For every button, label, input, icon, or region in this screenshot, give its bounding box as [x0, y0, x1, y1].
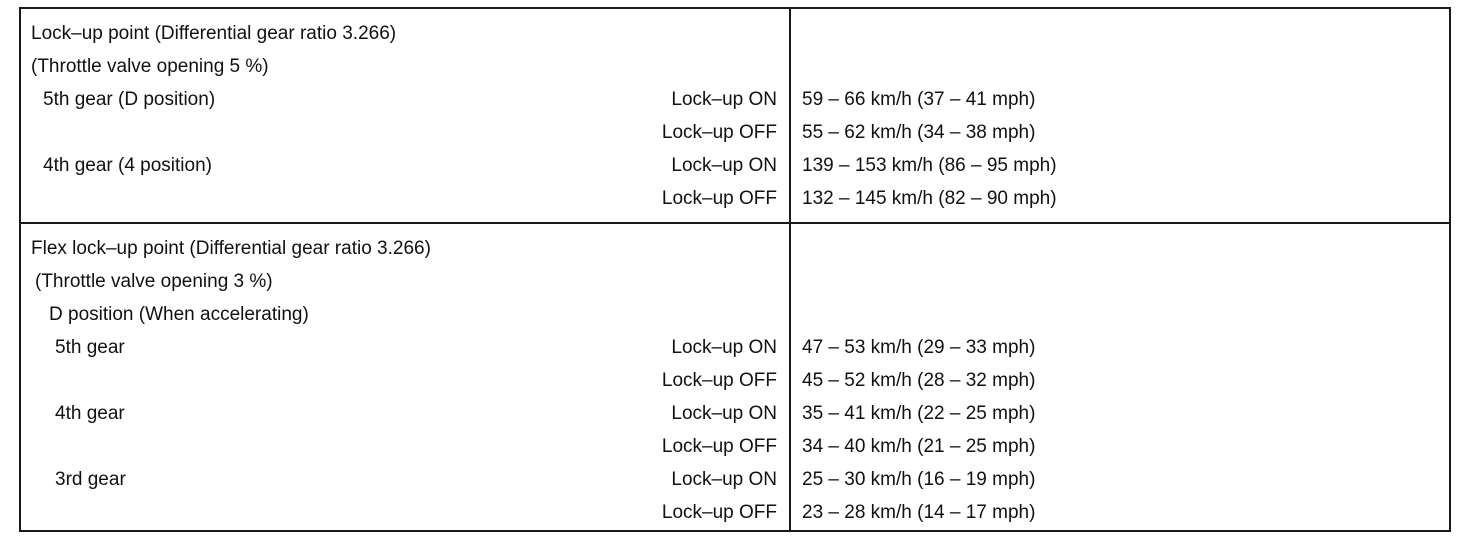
speed-value: 45 – 52 km/h (28 – 32 mph) — [802, 370, 1036, 391]
gear-label: 4th gear — [55, 403, 125, 424]
gear-label: 5th gear (D position) — [43, 89, 216, 110]
section-title-row — [21, 232, 1449, 265]
lockup-status: Lock–up ON — [671, 155, 777, 176]
table-row — [21, 463, 1449, 496]
section-subtitle-row — [21, 265, 1449, 298]
flex-lockup-point-section — [21, 222, 1449, 530]
gear-label: 5th gear — [55, 337, 125, 358]
speed-value: 23 – 28 km/h (14 – 17 mph) — [802, 502, 1036, 523]
lockup-status: Lock–up ON — [671, 403, 777, 424]
section-title: Flex lock–up point (Differential gear ratio 3.266) — [31, 238, 431, 259]
lockup-point-section — [21, 9, 1449, 222]
lockup-status: Lock–up OFF — [661, 122, 777, 143]
lockup-status: Lock–up ON — [671, 337, 777, 358]
speed-value: 55 – 62 km/h (34 – 38 mph) — [802, 122, 1036, 143]
speed-value: 47 – 53 km/h (29 – 33 mph) — [802, 337, 1036, 358]
speed-value: 25 – 30 km/h (16 – 19 mph) — [802, 469, 1036, 490]
lockup-status: Lock–up OFF — [661, 188, 777, 209]
section-subtitle-row — [21, 50, 1449, 83]
table-row — [21, 364, 1449, 397]
table-row — [21, 83, 1449, 116]
table-row — [21, 397, 1449, 430]
section-subtitle: (Throttle valve opening 5 %) — [31, 56, 269, 77]
section-title: Lock–up point (Differential gear ratio 3.266) — [31, 23, 397, 44]
table-row — [21, 331, 1449, 364]
lockup-status: Lock–up OFF — [661, 370, 777, 391]
section-subtitle: (Throttle valve opening 3 %) — [35, 271, 273, 292]
lockup-status: Lock–up ON — [671, 469, 777, 490]
speed-value: 139 – 153 km/h (86 – 95 mph) — [802, 155, 1057, 176]
table-row — [21, 182, 1449, 215]
spec-table — [19, 7, 1451, 532]
condition-label: D position (When accelerating) — [49, 304, 309, 325]
speed-value: 34 – 40 km/h (21 – 25 mph) — [802, 436, 1036, 457]
lockup-status: Lock–up OFF — [661, 502, 777, 523]
table-row — [21, 149, 1449, 182]
table-row — [21, 116, 1449, 149]
speed-value: 132 – 145 km/h (82 – 90 mph) — [802, 188, 1057, 209]
condition-row — [21, 298, 1449, 331]
table-row — [21, 430, 1449, 463]
lockup-status: Lock–up OFF — [661, 436, 777, 457]
table-row — [21, 496, 1449, 529]
speed-value: 35 – 41 km/h (22 – 25 mph) — [802, 403, 1036, 424]
gear-label: 3rd gear — [55, 469, 126, 490]
section-title-row — [21, 17, 1449, 50]
speed-value: 59 – 66 km/h (37 – 41 mph) — [802, 89, 1036, 110]
gear-label: 4th gear (4 position) — [43, 155, 212, 176]
lockup-status: Lock–up ON — [671, 89, 777, 110]
